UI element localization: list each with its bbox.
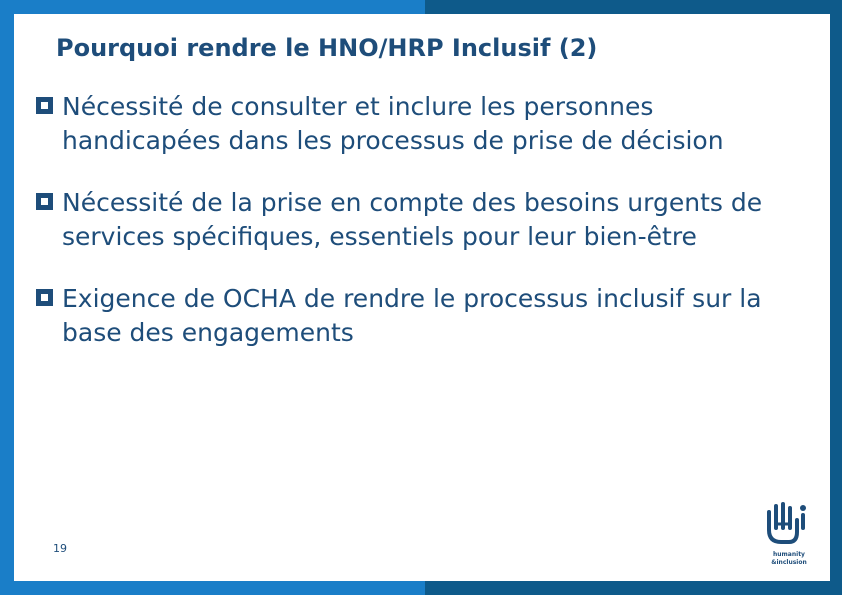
hi-hand-logo-icon <box>759 498 819 550</box>
bullet-list <box>34 90 794 378</box>
bullet-item <box>34 186 794 254</box>
logo-text-line1: humanity <box>773 551 805 558</box>
bullet-item <box>34 282 794 350</box>
bullet-text: Exigence de OCHA de rendre le processus inclusif sur la base des engagements <box>62 284 762 347</box>
logo-text-line2: &inclusion <box>771 559 807 566</box>
bullet-item <box>34 90 794 158</box>
square-bullet-icon <box>36 193 53 210</box>
square-bullet-icon <box>36 97 53 114</box>
slide-title: Pourquoi rendre le HNO/HRP Inclusif (2) <box>56 34 598 62</box>
humanity-inclusion-logo <box>759 498 819 568</box>
bullet-text: Nécessité de consulter et inclure les personnes handicapées dans les processus de prise de décision <box>62 92 724 155</box>
slide <box>14 14 830 581</box>
page-number: 19 <box>53 542 67 555</box>
square-bullet-icon <box>36 289 53 306</box>
bullet-text: Nécessité de la prise en compte des besoins urgents de services spécifiques, essentiels pour leur bien-être <box>62 188 763 251</box>
